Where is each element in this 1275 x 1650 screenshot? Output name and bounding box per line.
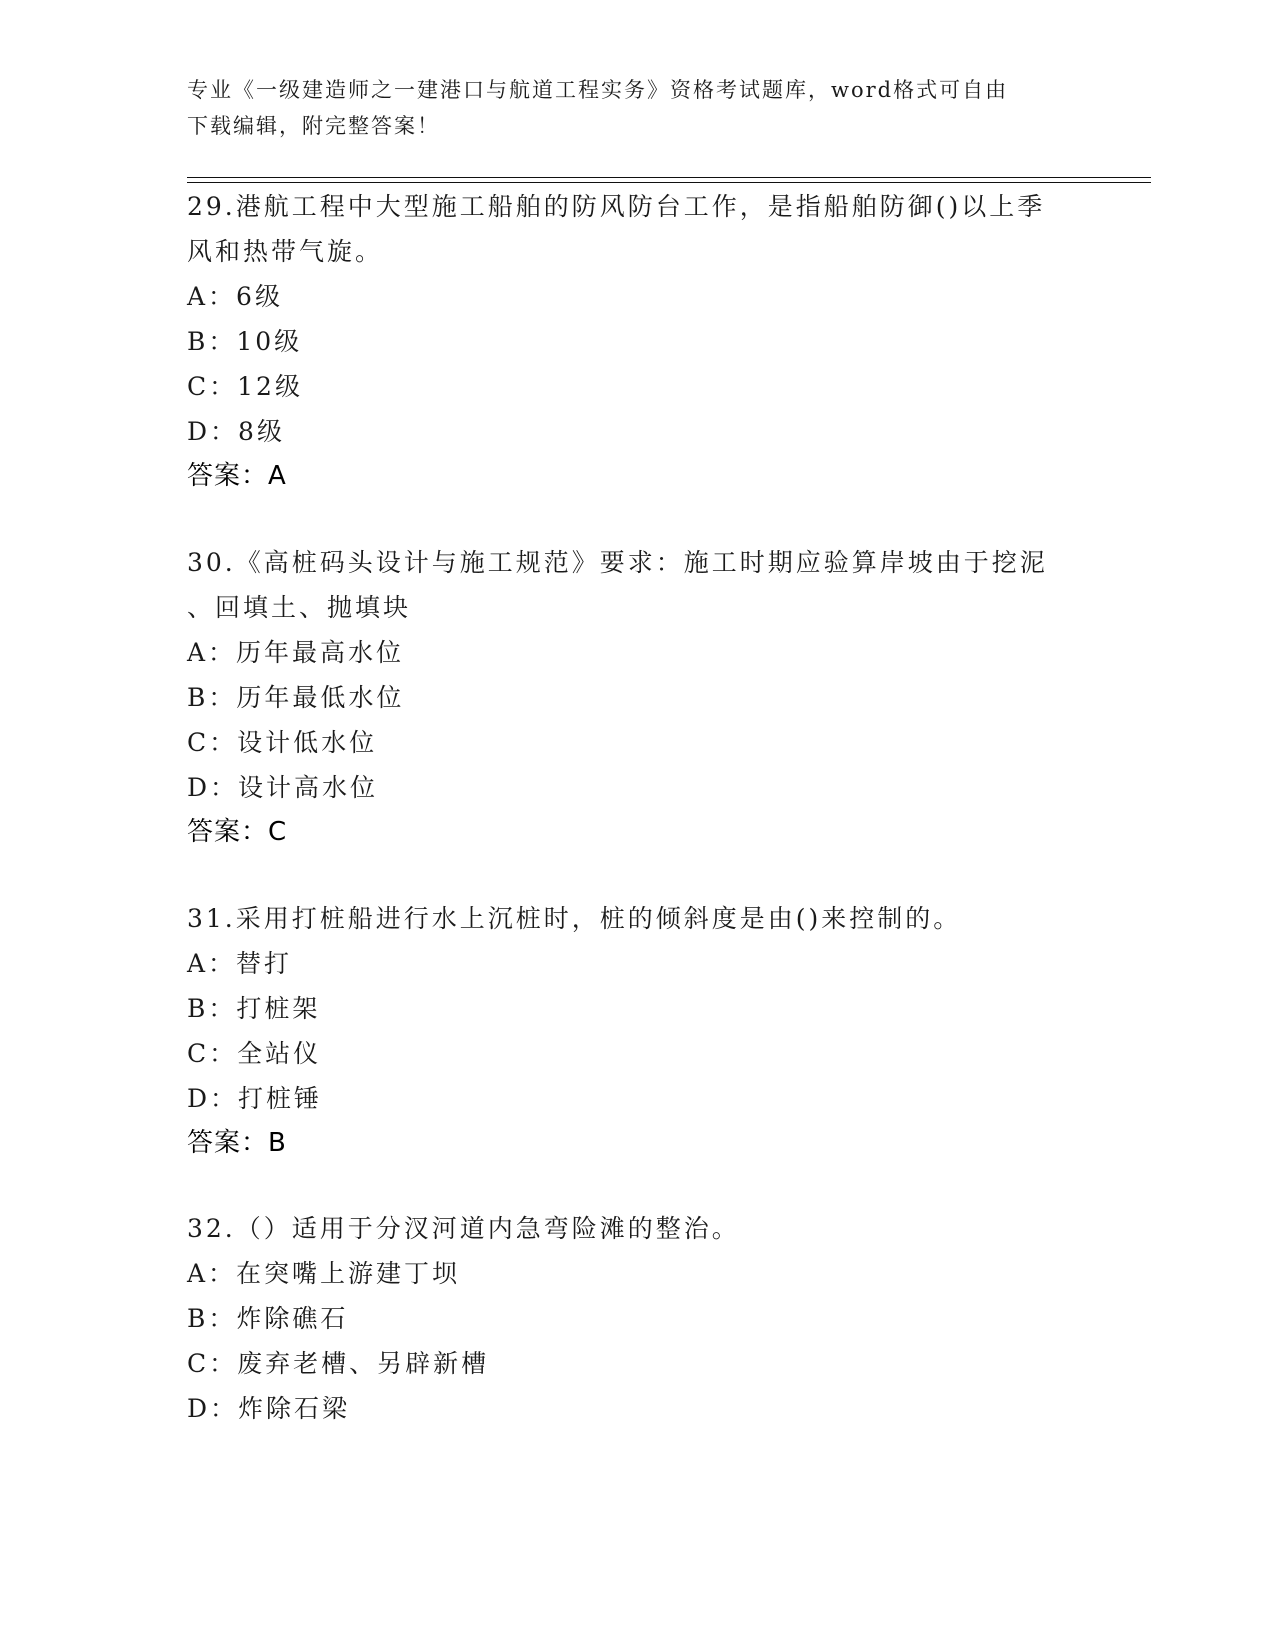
option-b: B：历年最低水位	[187, 683, 405, 712]
option-c: C：设计低水位	[187, 728, 378, 757]
option-d: D：设计高水位	[187, 773, 379, 802]
question-32	[187, 1206, 1087, 1431]
document-header	[187, 72, 1087, 144]
question-stem-line: 、回填土、抛填块	[187, 593, 412, 622]
question-stem-line: 风和热带气旋。	[187, 237, 384, 266]
option-d: D：打桩锤	[187, 1084, 323, 1113]
question-stem	[187, 540, 1087, 630]
header-divider-top	[187, 177, 1151, 178]
answer-line: 答案：C	[187, 817, 288, 847]
header-line-2: 下载编辑，附完整答案！	[187, 114, 440, 138]
question-stem-line: 29.港航工程中大型施工船舶的防风防台工作，是指船舶防御()以上季	[187, 192, 1046, 221]
question-stem	[187, 896, 1087, 941]
option-a: A：历年最高水位	[187, 638, 405, 667]
option-b: B：打桩架	[187, 994, 321, 1023]
option-b: B：10级	[187, 327, 303, 356]
option-a: A：6级	[187, 282, 283, 311]
option-c: C：全站仪	[187, 1039, 322, 1068]
question-stem	[187, 184, 1087, 274]
question-stem	[187, 1206, 1087, 1251]
question-stem-line: 31.采用打桩船进行水上沉桩时，桩的倾斜度是由()来控制的。	[187, 904, 962, 933]
option-a: A：在突嘴上游建丁坝	[187, 1259, 461, 1288]
header-divider-bottom	[187, 182, 1151, 183]
option-d: D：8级	[187, 417, 285, 446]
question-stem-line: 32.（）适用于分汊河道内急弯险滩的整治。	[187, 1214, 740, 1243]
answer-line: 答案：B	[187, 1128, 287, 1158]
answer-line: 答案：A	[187, 461, 287, 491]
option-b: B：炸除礁石	[187, 1304, 349, 1333]
question-stem-line: 30.《高桩码头设计与施工规范》要求：施工时期应验算岸坡由于挖泥	[187, 548, 1048, 577]
option-d: D：炸除石梁	[187, 1394, 351, 1423]
question-30	[187, 540, 1087, 855]
option-c: C：12级	[187, 372, 303, 401]
question-31	[187, 896, 1087, 1166]
header-line-1: 专业《一级建造师之一建港口与航道工程实务》资格考试题库，word格式可自由	[187, 78, 1009, 102]
question-29	[187, 184, 1087, 499]
option-a: A：替打	[187, 949, 293, 978]
option-c: C：废弃老槽、另辟新槽	[187, 1349, 490, 1378]
